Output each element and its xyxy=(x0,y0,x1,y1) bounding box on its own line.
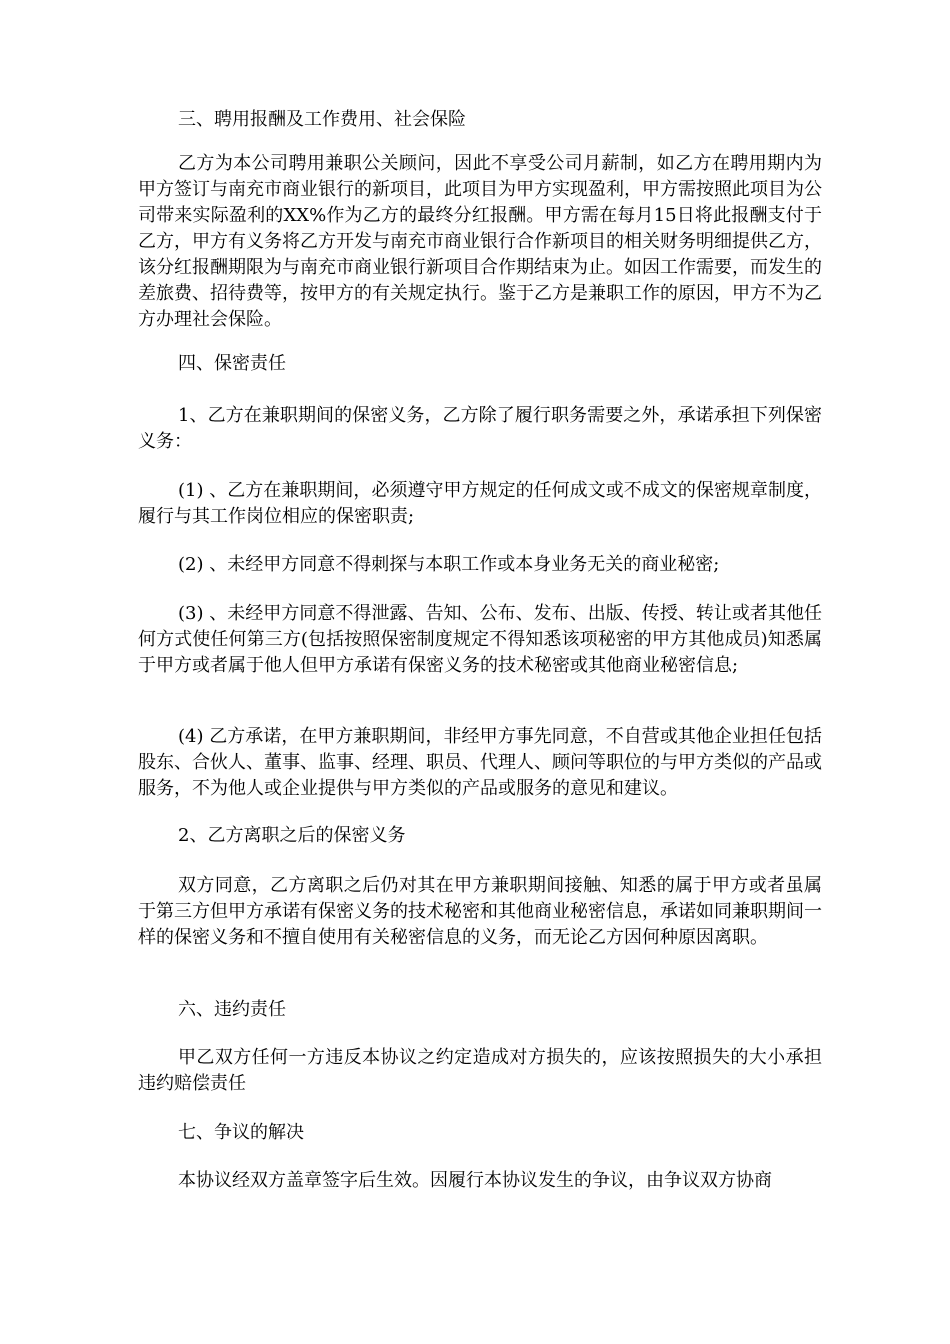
section-heading-confidentiality: 四、保密责任 xyxy=(178,353,286,374)
paragraph-dispute-body: 本协议经双方盖章签字后生效。因履行本协议发生的争议，由争议双方协商 xyxy=(178,1170,772,1191)
paragraph-clause-2: (2) 、未经甲方同意不得刺探与本职工作或本身业务无关的商业秘密; xyxy=(178,554,720,575)
section-heading-dispute: 七、争议的解决 xyxy=(178,1122,304,1143)
paragraph-clause-3: (3) 、未经甲方同意不得泄露、告知、公布、发布、出版、传授、转让或者其他任何方式使任何第三方(包括按照保密制度规定不得知悉该项秘密的甲方其他成员)知悉属于甲方或者属于他人但甲方承诺有保密义务的技术秘密或其他商业秘密信息; xyxy=(138,603,822,676)
paragraph-clause-1: (1) 、乙方在兼职期间，必须遵守甲方规定的任何成文或不成文的保密规章制度，履行与其工作岗位相应的保密职责; xyxy=(138,480,822,527)
paragraph-remuneration-body: 乙方为本公司聘用兼职公关顾问，因此不享受公司月薪制，如乙方在聘用期内为甲方签订与南充市商业银行的新项目，此项目为甲方实现盈利，甲方需按照此项目为公司带来实际盈利的XX%作为乙方的最终分红报酬。甲方需在每月15日将此报酬支付于乙方，甲方有义务将乙方开发与南充市商业银行合作新项目的相关财务明细提供乙方，该分红报酬期限为与南充市商业银行新项目合作期结束为止。如因工作需要，而发生的差旅费、招待费等，按甲方的有关规定执行。鉴于乙方是兼职工作的原因，甲方不为乙方办理社会保险。 xyxy=(138,153,822,330)
paragraph-confidentiality-after-heading: 2、乙方离职之后的保密义务 xyxy=(178,825,406,846)
paragraph-confidentiality-during: 1、乙方在兼职期间的保密义务，乙方除了履行职务需要之外，承诺承担下列保密义务： xyxy=(138,405,822,452)
paragraph-confidentiality-after-body: 双方同意，乙方离职之后仍对其在甲方兼职期间接触、知悉的属于甲方或者虽属于第三方但甲方承诺有保密义务的技术秘密和其他商业秘密信息，承诺如同兼职期间一样的保密义务和不擅自使用有关秘密信息的义务，而无论乙方因何种原因离职。 xyxy=(138,875,822,948)
paragraph-clause-4: (4) 乙方承诺，在甲方兼职期间，非经甲方事先同意，不自营或其他企业担任包括股东、合伙人、董事、监事、经理、职员、代理人、顾问等职位的与甲方类似的产品或服务，不为他人或企业提供与甲方类似的产品或服务的意见和建议。 xyxy=(138,726,822,799)
paragraph-breach-body: 甲乙双方任何一方违反本协议之约定造成对方损失的，应该按照损失的大小承担违约赔偿责任 xyxy=(138,1047,822,1094)
section-heading-remuneration: 三、聘用报酬及工作费用、社会保险 xyxy=(178,109,466,130)
section-heading-breach: 六、违约责任 xyxy=(178,999,286,1020)
